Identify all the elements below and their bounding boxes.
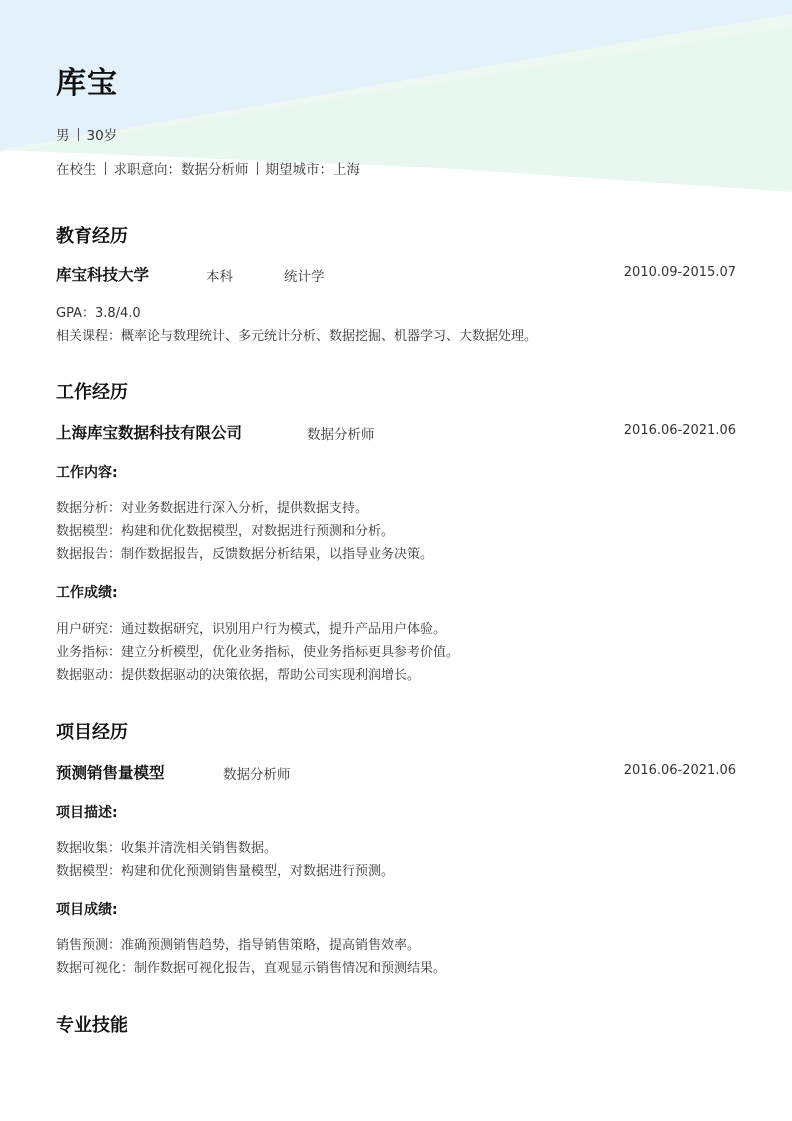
list-item: 用户研究：通过数据研究，识别用户行为模式，提升产品用户体验。 bbox=[56, 622, 447, 637]
project-period: 2016.06-2021.06 bbox=[623, 763, 736, 778]
separator bbox=[257, 162, 258, 175]
work-role: 数据分析师 bbox=[307, 427, 375, 443]
project-title: 项目经历 bbox=[56, 722, 128, 743]
list-item: 数据模型：构建和优化预测销售量模型，对数据进行预测。 bbox=[56, 864, 395, 879]
personal-info bbox=[56, 124, 117, 144]
status: 在校生 bbox=[56, 162, 97, 178]
project-entry bbox=[56, 761, 736, 783]
project-desc-heading: 项目描述: bbox=[56, 805, 118, 821]
work-content-heading: 工作内容: bbox=[56, 465, 118, 481]
education-entry bbox=[56, 263, 736, 285]
expected-city: 期望城市：上海 bbox=[265, 162, 360, 178]
work-achievements-heading: 工作成绩: bbox=[56, 585, 118, 601]
education-period: 2010.09-2015.07 bbox=[623, 265, 736, 280]
list-item: 业务指标：建立分析模型，优化业务指标，使业务指标更具参考价值。 bbox=[56, 645, 460, 660]
job-intention: 求职意向：数据分析师 bbox=[113, 162, 249, 178]
company-name: 上海库宝数据科技有限公司 bbox=[56, 424, 243, 442]
separator bbox=[105, 162, 106, 175]
degree: 本科 bbox=[206, 269, 233, 285]
project-role: 数据分析师 bbox=[223, 767, 291, 783]
work-entry bbox=[56, 421, 736, 443]
list-item: 数据收集：收集并清洗相关销售数据。 bbox=[56, 841, 278, 856]
work-period: 2016.06-2021.06 bbox=[623, 423, 736, 438]
gender: 男 bbox=[56, 128, 70, 144]
courses: 相关课程：概率论与数理统计、多元统计分析、数据挖掘、机器学习、大数据处理。 bbox=[56, 329, 538, 344]
list-item: 销售预测：准确预测销售趋势，指导销售策略，提高销售效率。 bbox=[56, 938, 421, 953]
list-item: 数据模型：构建和优化数据模型，对数据进行预测和分析。 bbox=[56, 524, 395, 539]
list-item: 数据分析：对业务数据进行深入分析，提供数据支持。 bbox=[56, 501, 369, 516]
list-item: 数据可视化：制作数据可视化报告，直观显示销售情况和预测结果。 bbox=[56, 961, 447, 976]
project-name: 预测销售量模型 bbox=[56, 764, 165, 782]
major: 统计学 bbox=[284, 269, 325, 285]
school-name: 库宝科技大学 bbox=[56, 266, 150, 284]
candidate-name: 库宝 bbox=[56, 66, 118, 101]
skills-title: 专业技能 bbox=[56, 1015, 128, 1036]
education-title: 教育经历 bbox=[56, 226, 128, 247]
age: 30岁 bbox=[86, 128, 118, 144]
gpa: GPA：3.8/4.0 bbox=[56, 306, 141, 321]
job-info bbox=[56, 158, 360, 178]
list-item: 数据报告：制作数据报告，反馈数据分析结果，以指导业务决策。 bbox=[56, 547, 434, 562]
list-item: 数据驱动：提供数据驱动的决策依据，帮助公司实现利润增长。 bbox=[56, 668, 421, 683]
separator bbox=[78, 128, 79, 141]
work-title: 工作经历 bbox=[56, 382, 128, 403]
project-results-heading: 项目成绩: bbox=[56, 902, 118, 918]
